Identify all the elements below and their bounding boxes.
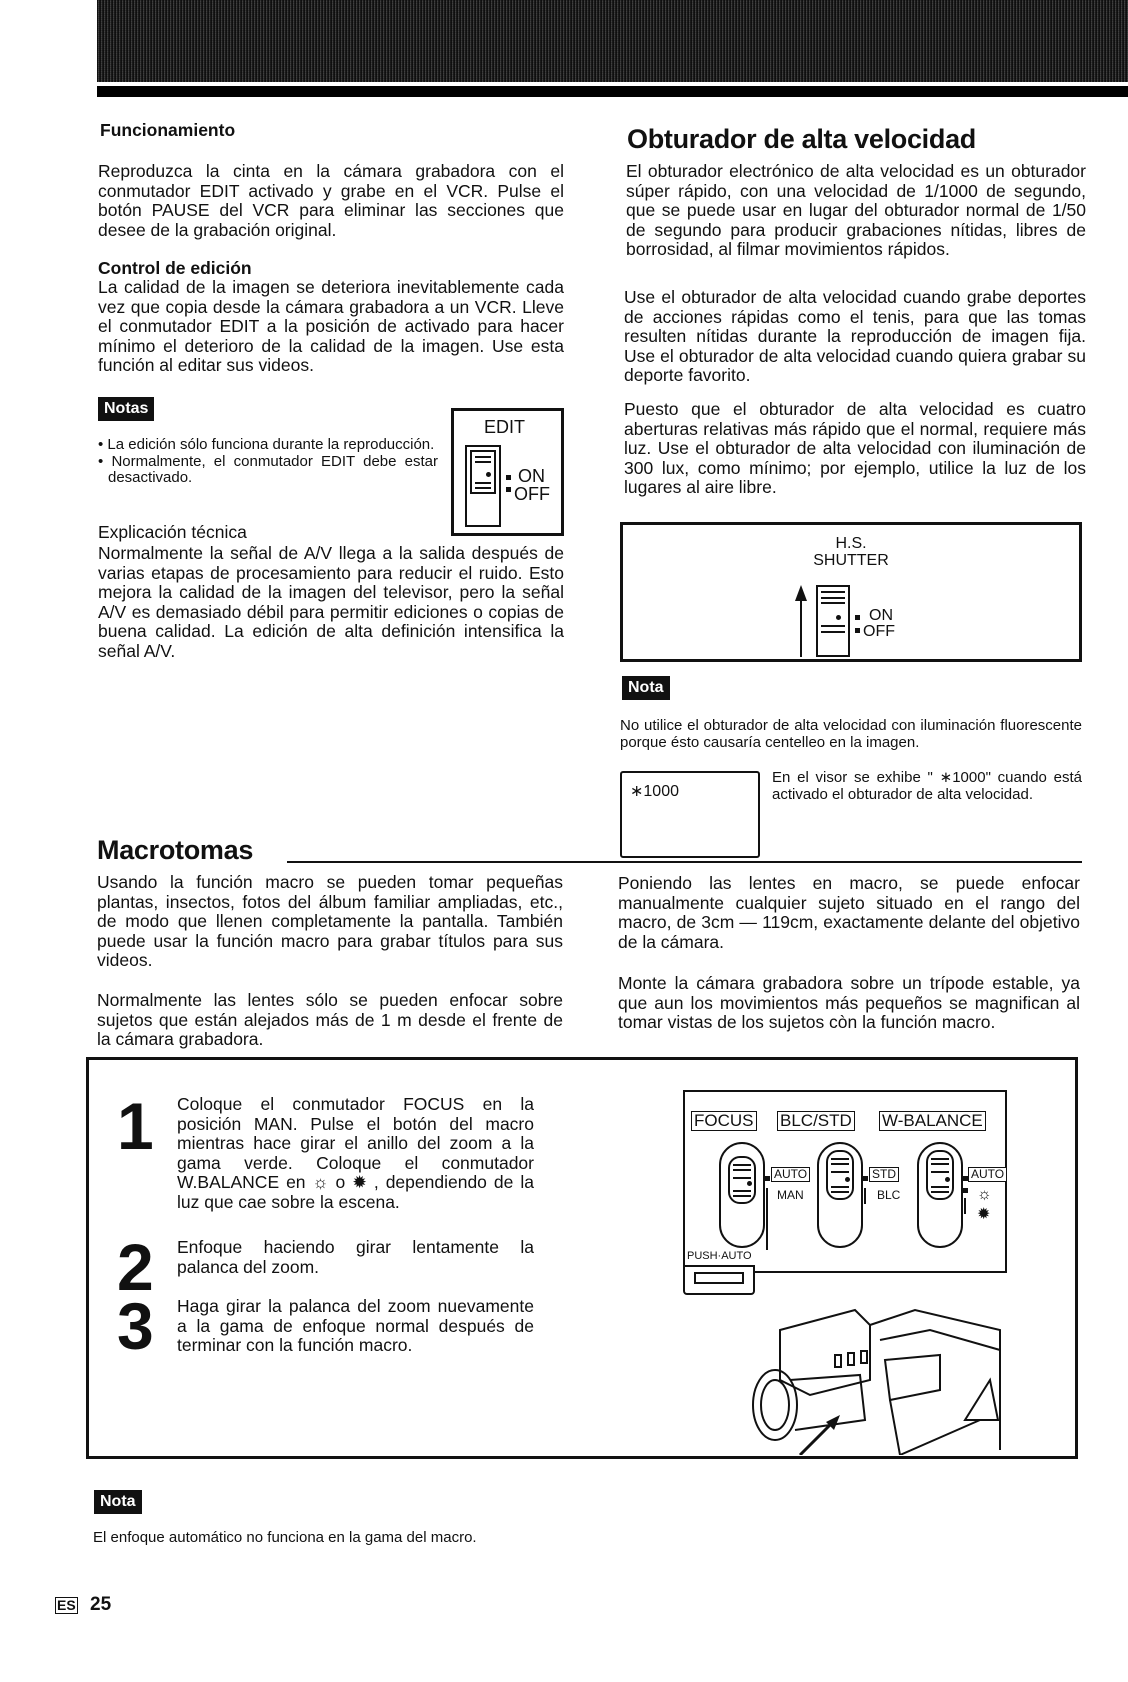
- bulb-icon: ✹: [352, 1172, 367, 1192]
- obturador-paragraph: Puesto que el obturador de alta velocidad es cuatro aberturas relativas más rápido que el normal, requiere más luz. Use el obturador de alta velocidad con iluminación de 300 lux, como mínimo; por ejemplo, utilice la luz de los lugares al aire libre.: [624, 399, 1086, 497]
- viewfinder-readout: ∗1000: [630, 783, 679, 800]
- edit-label: EDIT: [484, 417, 526, 437]
- sun-icon: ☼: [977, 1186, 992, 1203]
- step-number: 3: [117, 1289, 154, 1363]
- switch-knob: [470, 450, 496, 494]
- bulb-icon: ✹: [977, 1206, 991, 1223]
- edit-on-label: ON: [518, 466, 545, 486]
- funcionamiento-text: Reproduzca la cinta en la cámara grabadora con el conmutador EDIT activado y grabe en el VCR. Pulse el botón PAUSE del VCR para eliminar las secciones que desee de la grabación original.: [98, 161, 564, 240]
- focus-auto-label: AUTO: [771, 1167, 810, 1182]
- bottom-nota-text: El enfoque automático no funciona en la gama del macro.: [93, 1529, 477, 1546]
- notas-badge: Notas: [98, 397, 154, 421]
- wb-auto-label: AUTO: [968, 1167, 1007, 1182]
- shutter-title-line2: SHUTTER: [813, 552, 889, 569]
- edit-switch-icon: [465, 445, 501, 527]
- focus-switch-icon: [719, 1142, 765, 1248]
- edit-off-label: OFF: [514, 484, 550, 504]
- notas-item: • La edición sólo funciona durante la reproducción.: [98, 436, 435, 453]
- switch-knob: [926, 1150, 954, 1200]
- off-marker-icon: [855, 628, 860, 633]
- step-text-part: , dependiendo de la luz que cae sobre la escena.: [177, 1172, 534, 1212]
- obturador-paragraph: El obturador electrónico de alta velocidad es un obturador súper rápido, con una velocidad de 1/1000 de segundo, que se puede usar en lugar del obturador normal de 1/50 de segundo para producir grabaciones nítidas, libres de borrosidad, al filmar movimientos rápidos.: [626, 161, 1086, 259]
- header-band: [97, 0, 1128, 82]
- macro-paragraph: Monte la cámara grabadora sobre un trípode estable, ya que aun los movimientos más pequeños se magnifican al tomar vistas de los sujetos còn la función macro.: [618, 973, 1080, 1032]
- focus-man-label: MAN: [777, 1188, 804, 1202]
- on-marker-icon: [855, 615, 860, 620]
- language-badge: ES: [57, 1597, 76, 1613]
- up-arrow-icon: [793, 585, 809, 657]
- bottom-nota-badge: Nota: [94, 1490, 142, 1514]
- macro-paragraph: Usando la función macro se pueden tomar pequeñas plantas, insectos, fotos del álbum familiar ampliadas, etc., de modo que llenen completamente la pantalla. También puede usar la función macro para grabar títulos para sus videos.: [97, 872, 563, 970]
- step-text: [177, 1095, 534, 1212]
- w-balance-switch-icon: [917, 1142, 963, 1248]
- notas-list: [98, 437, 438, 487]
- shutter-switch-icon: [816, 585, 850, 657]
- notas-item: • Normalmente, el conmutador EDIT debe estar desactivado.: [98, 452, 438, 486]
- macro-paragraph: Poniendo las lentes en macro, se puede enfocar manualmente cualquier sujeto situado en el rango del macro, de 3cm — 119cm, exactamente delante del objetivo de la cámara.: [618, 873, 1080, 952]
- step-text: Haga girar la palanca del zoom nuevamente a la gama de enfoque normal después de terminar con la función macro.: [177, 1296, 534, 1355]
- std-label: STD: [869, 1167, 899, 1182]
- step-number: 2: [117, 1230, 154, 1304]
- viewfinder-caption: En el visor se exhibe " ∗1000" cuando está activado el obturador de alta velocidad.: [772, 769, 1082, 803]
- viewfinder-display: [620, 771, 760, 858]
- explicacion-heading: Explicación técnica: [98, 522, 247, 542]
- control-edicion-heading: Control de edición: [98, 258, 252, 278]
- sun-icon: ☼: [312, 1172, 329, 1192]
- obturador-paragraph: Use el obturador de alta velocidad cuando grabe deportes de acciones rápidas como el tenis, para que las tomas resulten nítidas durante la reproducción de imagen fija. Use el obturador de alta velocidad cuando quiera grabar su deporte favorito.: [624, 287, 1086, 385]
- step-number: 1: [117, 1089, 154, 1163]
- shutter-off-label: OFF: [863, 623, 895, 640]
- blc-label: BLC: [877, 1188, 901, 1202]
- header-rule: [97, 86, 1128, 97]
- shutter-switch-diagram: [620, 522, 1082, 662]
- funcionamiento-heading: Funcionamiento: [100, 120, 236, 140]
- control-edicion-text: La calidad de la imagen se deteriora inevitablemente cada vez que copia desde la cámara grabadora a un VCR. Lleve el conmutador EDIT a la posición de activado para hacer mínimo el deterioro de la calidad de la imagen. Use esta función al editar sus videos.: [98, 277, 564, 375]
- focus-label: FOCUS: [691, 1111, 757, 1131]
- nota-badge: Nota: [622, 676, 670, 700]
- camcorder-illustration: [740, 1280, 1010, 1455]
- macrotomas-heading: Macrotomas: [97, 835, 254, 865]
- off-marker-icon: [506, 487, 511, 492]
- step-text: Enfoque haciendo girar lentamente la palanca del zoom.: [177, 1237, 534, 1277]
- switch-knob: [826, 1150, 854, 1200]
- macrotomas-rule: [287, 861, 1082, 863]
- notas-item-text: La edición sólo funciona durante la reproducción.: [107, 436, 435, 453]
- macro-paragraph: Normalmente las lentes sólo se pueden enfocar sobre sujetos que están alejados más de 1 m desde el frente de la cámara grabadora.: [97, 990, 563, 1049]
- step-text-part: o: [335, 1172, 346, 1192]
- shutter-title-line1: H.S.: [835, 535, 867, 552]
- on-marker-icon: [506, 475, 511, 480]
- page-number: 25: [90, 1594, 112, 1615]
- shutter-on-label: ON: [869, 607, 893, 624]
- nota-text: No utilice el obturador de alta velocidad con iluminación fluorescente porque ésto causaría centelleo en la imagen.: [620, 717, 1082, 751]
- blc-std-switch-icon: [817, 1142, 863, 1248]
- explicacion-text: Normalmente la señal de A/V llega a la salida después de varias etapas de procesamiento para reducir el ruido. Esto mejora la calidad de la imagen del televisor, pero la señal A/V es demasiado débil para permitir ediciones o copias de buena calidad. La edición de alta definición intensifica la señal A/V.: [98, 543, 564, 661]
- notas-item-text: Normalmente, el conmutador EDIT debe estar desactivado.: [108, 452, 438, 486]
- w-balance-label: W-BALANCE: [879, 1111, 986, 1131]
- push-auto-button-face: [694, 1272, 744, 1284]
- step-text-part: Coloque el conmutador FOCUS en la posición MAN. Pulse el botón del macro mientras hace girar el anillo del zoom a la gama verde. Coloque el conmutador W.BALANCE en: [177, 1094, 534, 1192]
- control-panel-diagram: [683, 1090, 1007, 1273]
- push-auto-label: PUSH·AUTO: [687, 1250, 752, 1262]
- blc-std-label: BLC/STD: [777, 1111, 855, 1131]
- obturador-heading: Obturador de alta velocidad: [627, 124, 976, 154]
- switch-knob: [728, 1156, 756, 1204]
- shutter-title: [623, 535, 1079, 569]
- edit-switch-diagram: [451, 408, 564, 536]
